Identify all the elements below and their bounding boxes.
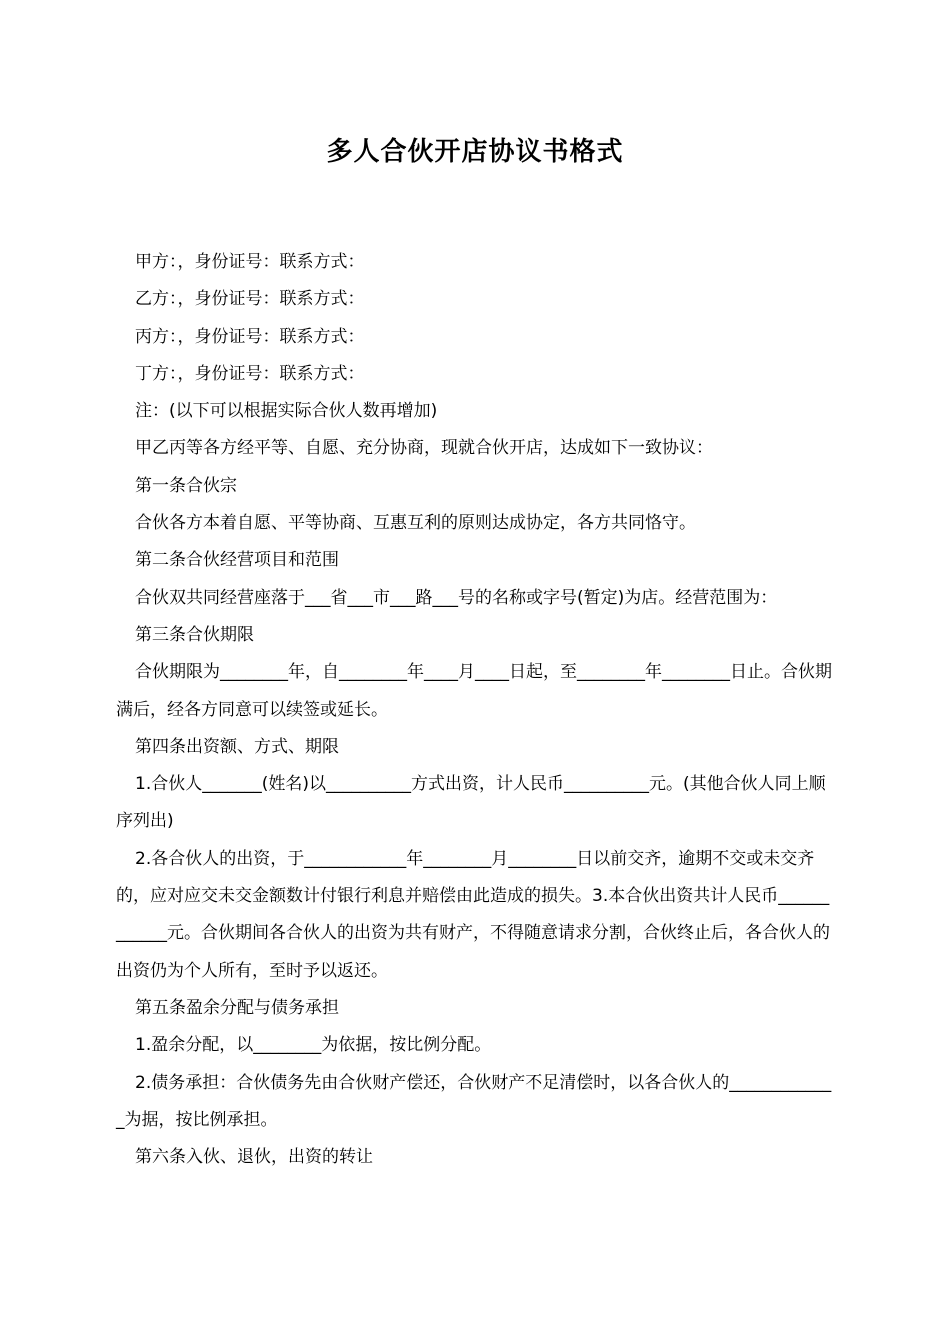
party-c-line: 丙方：，身份证号：联系方式： — [135, 326, 365, 347]
article-4-heading: 第四条出资额、方式、期限 — [135, 736, 339, 757]
article-4-item-2: 2.各合伙人的出资，于____________年________月________日以前交齐，逾期不交或未交齐的，应对应交未交金额数计付银行利息并赔偿由此造成的损失。3.本合伙出资共计人民币____________元。合伙期间各合伙人的出资为共有财产，不得随意请求分割，合伙终止后，各合伙人的出资仍为个人所有，至时予以返还。 — [116, 848, 830, 981]
article-5-item-1: 1.盈余分配，以________为依据，按比例分配。 — [135, 1035, 492, 1056]
party-d-line: 丁方：，身份证号：联系方式： — [135, 363, 365, 384]
article-2-paragraph: 合伙双共同经营座落于___省___市___路___号的名称或字号(暂定)为店。经营范围为： — [135, 587, 778, 608]
article-3-heading: 第三条合伙期限 — [135, 624, 254, 645]
article-3-paragraph: 合伙期限为________年，自________年____月____日起，至________年________日止。合伙期满后，经各方同意可以续签或延长。 — [116, 662, 832, 720]
document-title: 多人合伙开店协议书格式 — [326, 137, 624, 167]
preamble-paragraph: 甲乙丙等各方经平等、自愿、充分协商，现就合伙开店，达成如下一致协议： — [135, 438, 713, 459]
article-1-paragraph: 合伙各方本着自愿、平等协商、互惠互利的原则达成协定，各方共同恪守。 — [135, 513, 696, 534]
note-line: 注：(以下可以根据实际合伙人数再增加) — [135, 401, 438, 422]
party-a-line: 甲方：，身份证号：联系方式： — [135, 252, 365, 272]
party-b-line: 乙方：，身份证号：联系方式： — [135, 289, 365, 310]
article-5-heading: 第五条盈余分配与债务承担 — [135, 997, 339, 1018]
article-1-heading: 第一条合伙宗 — [135, 475, 237, 496]
article-4-item-1: 1.合伙人_______(姓名)以__________方式出资，计人民币__________元。(其他合伙人同上顺序列出) — [116, 774, 826, 832]
article-5-item-2: 2.债务承担：合伙债务先由合伙财产偿还，合伙财产不足清偿时，以各合伙人的_____________为据，按比例承担。 — [116, 1072, 832, 1130]
article-6-heading: 第六条入伙、退伙，出资的转让 — [135, 1147, 373, 1168]
article-2-heading: 第二条合伙经营项目和范围 — [135, 550, 339, 571]
document-body — [116, 244, 836, 1176]
